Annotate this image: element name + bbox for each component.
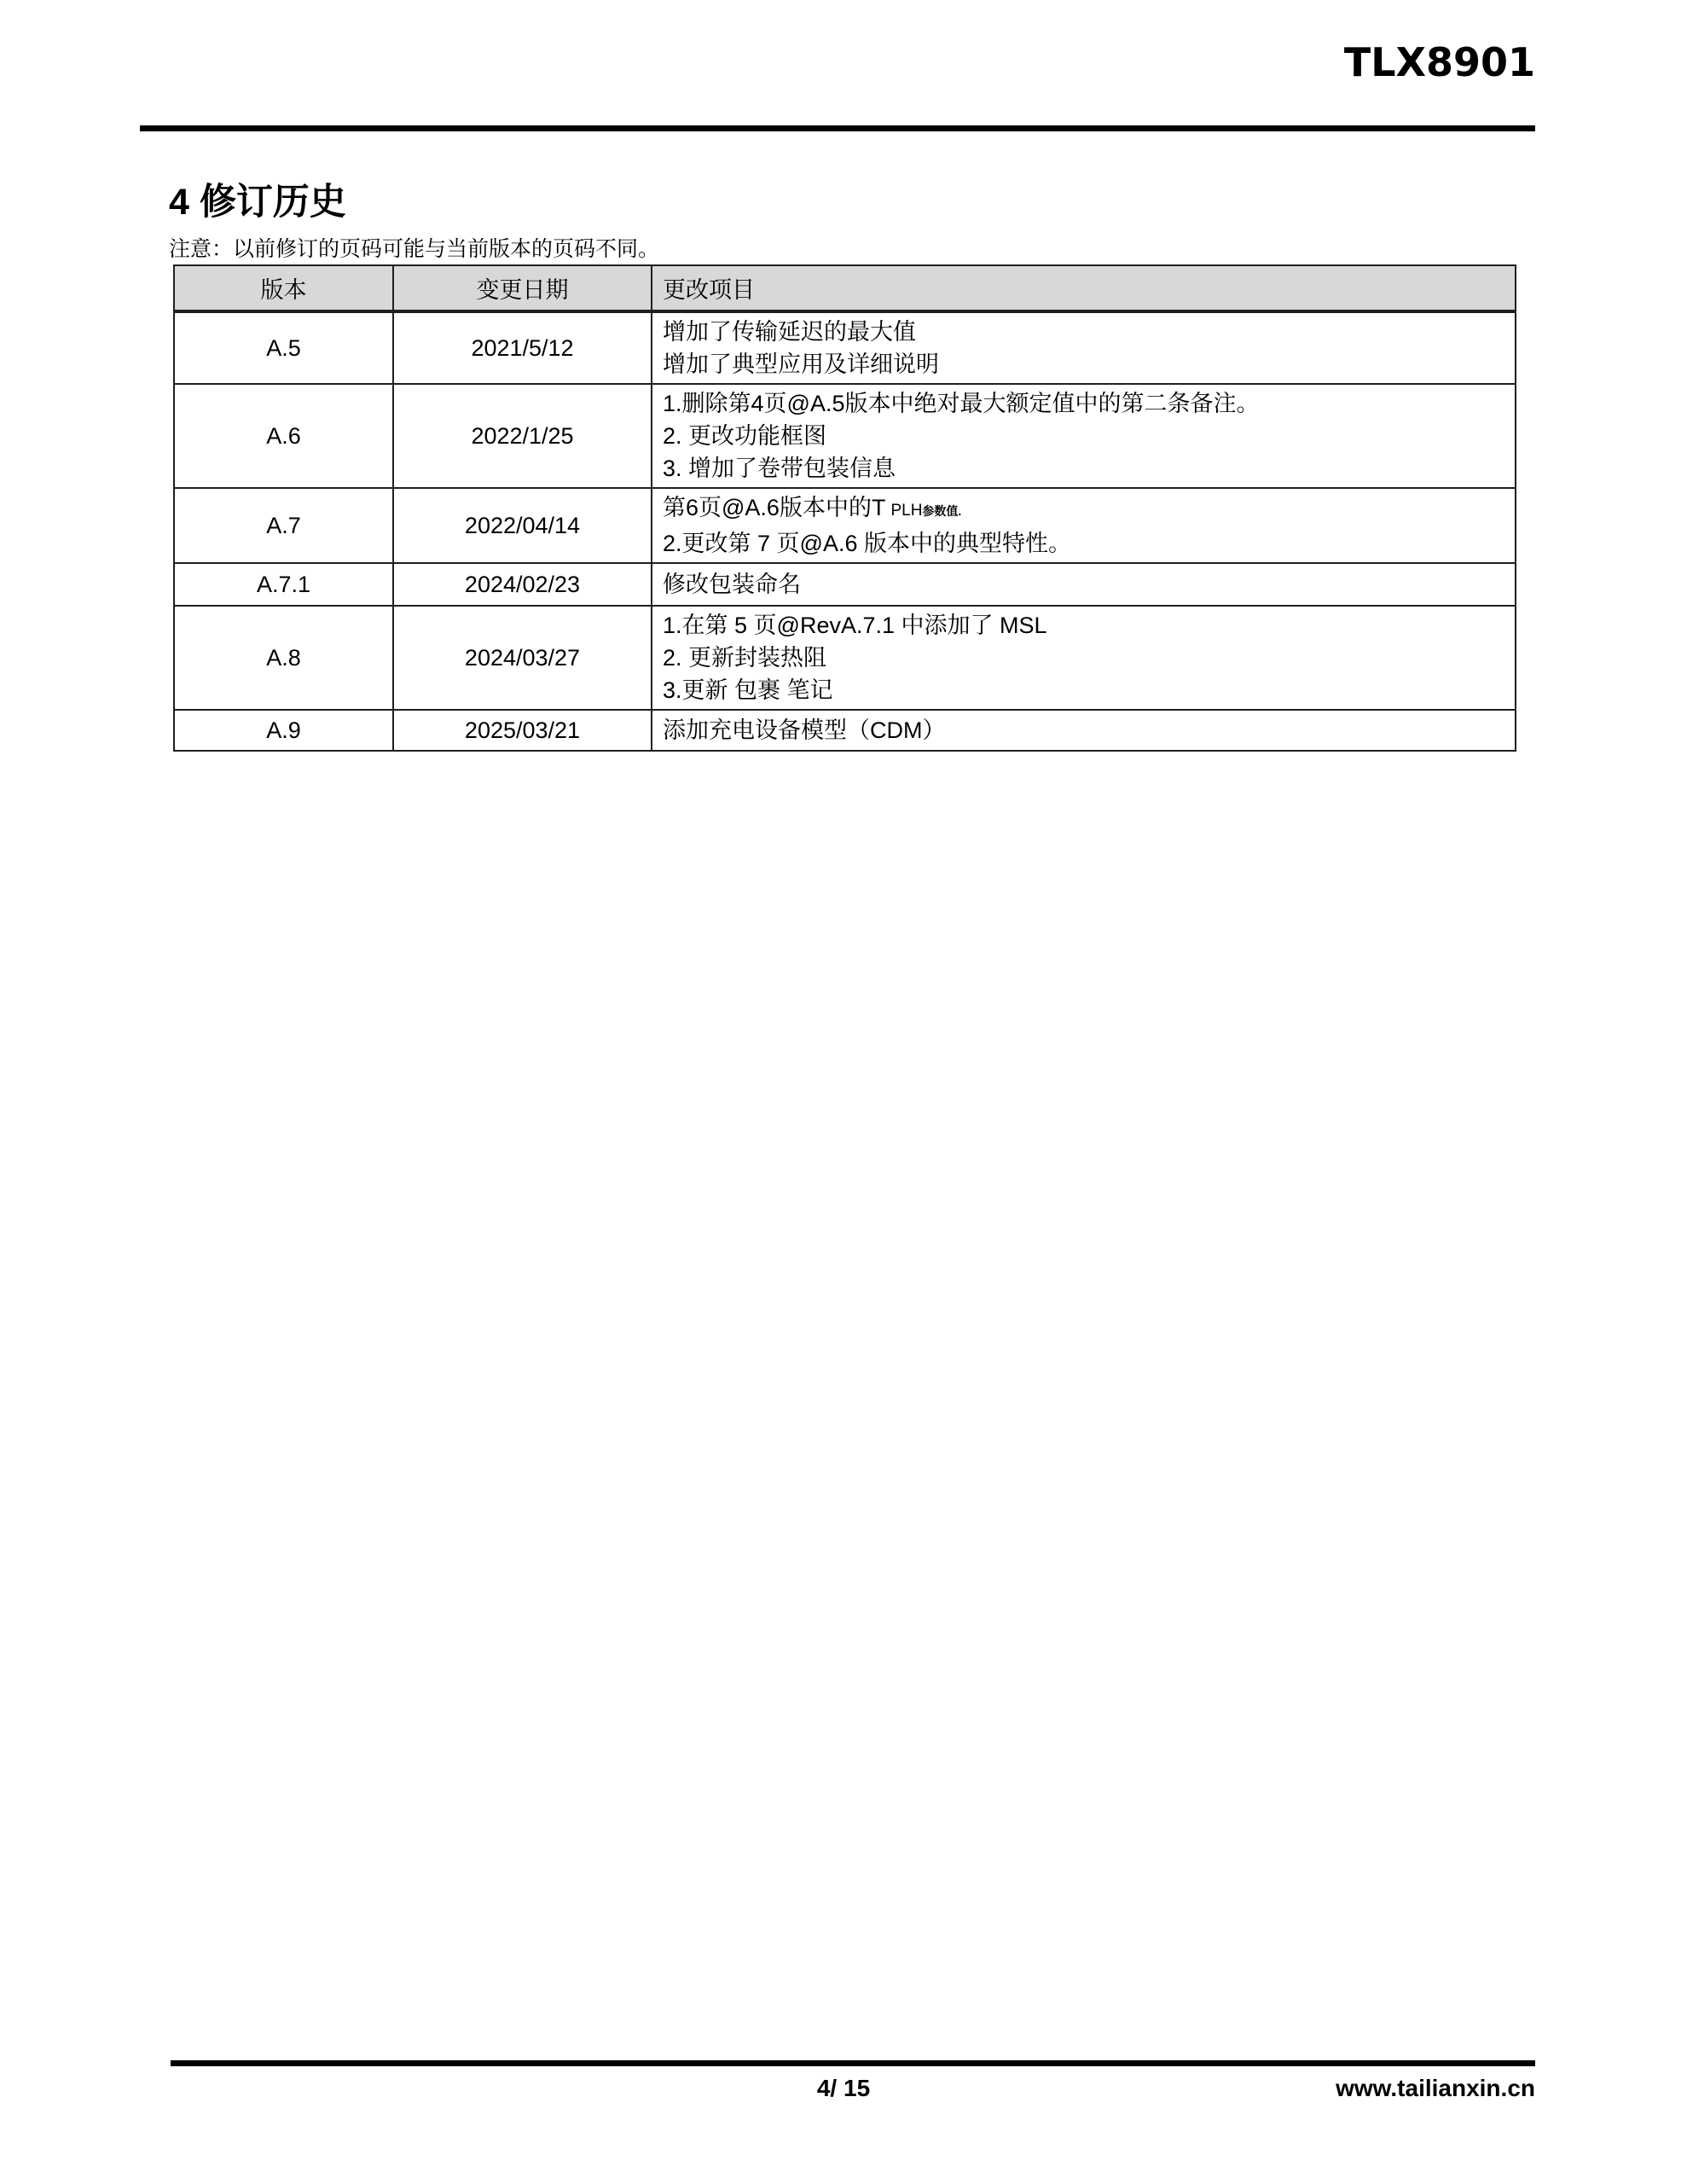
- change-line: 2.更改第 7 页@A.6 版本中的典型特性。: [663, 531, 1071, 556]
- change-line: 增加了典型应用及详细说明: [663, 351, 939, 377]
- website-link[interactable]: www.tailianxin.cn: [1336, 2075, 1535, 2101]
- subscript-plh: PLH: [890, 502, 923, 520]
- changes-cell: [652, 488, 1516, 563]
- change-line: 3.更新 包裹 笔记: [663, 677, 833, 703]
- footer-rule: [171, 2060, 1535, 2066]
- version-cell: A.6: [174, 384, 393, 488]
- version-cell: A.8: [174, 606, 393, 710]
- version-cell: A.9: [174, 710, 393, 751]
- page-number: 4/ 15: [816, 2075, 871, 2101]
- date-cell: 2021/5/12: [393, 311, 652, 384]
- table-row-a9: [174, 710, 1516, 751]
- changes-cell: [652, 563, 1516, 606]
- change-line: 2. 更新封装热阻: [663, 645, 827, 671]
- change-line: 3. 增加了卷带包装信息: [663, 456, 896, 481]
- revision-history-table: [173, 264, 1516, 752]
- changes-cell: [652, 311, 1516, 384]
- col-header-items: 更改项目: [652, 265, 1516, 311]
- version-cell: A.7.1: [174, 563, 393, 606]
- subscript-small: 参数值.: [922, 504, 962, 518]
- col-header-version: 版本: [174, 265, 393, 311]
- col-header-date: 变更日期: [393, 265, 652, 311]
- product-title: TLX8901: [1343, 39, 1535, 85]
- version-cell: A.7: [174, 488, 393, 563]
- table-row-a8: [174, 606, 1516, 710]
- header-rule: [140, 125, 1535, 131]
- date-cell: 2025/03/21: [393, 710, 652, 751]
- change-line: 2. 更改功能框图: [663, 423, 827, 449]
- date-cell: 2024/03/27: [393, 606, 652, 710]
- change-text: 第6页@A.6版本中的T: [663, 495, 886, 520]
- table-row-a71: [174, 563, 1516, 606]
- date-cell: 2022/1/25: [393, 384, 652, 488]
- change-line: 修改包装命名: [663, 572, 801, 597]
- change-line: 添加充电设备模型（CDM）: [663, 717, 946, 743]
- table-header-row: [174, 265, 1516, 311]
- table-row-a7: [174, 488, 1516, 563]
- date-cell: 2024/02/23: [393, 563, 652, 606]
- change-line: [663, 491, 1506, 527]
- changes-cell: [652, 710, 1516, 751]
- change-line: 增加了传输延迟的最大值: [663, 319, 916, 345]
- table-row-a6: [174, 384, 1516, 488]
- date-cell: 2022/04/14: [393, 488, 652, 563]
- changes-cell: [652, 606, 1516, 710]
- section-title: 4 修订历史: [169, 182, 346, 223]
- change-line: 1.删除第4页@A.5版本中绝对最大额定值中的第二条备注。: [663, 391, 1260, 416]
- table-row-a5: [174, 311, 1516, 384]
- version-cell: A.5: [174, 311, 393, 384]
- revision-note: 注意：以前修订的页码可能与当前版本的页码不同。: [169, 237, 660, 261]
- changes-cell: [652, 384, 1516, 488]
- change-line: 1.在第 5 页@RevA.7.1 中添加了 MSL: [663, 613, 1047, 638]
